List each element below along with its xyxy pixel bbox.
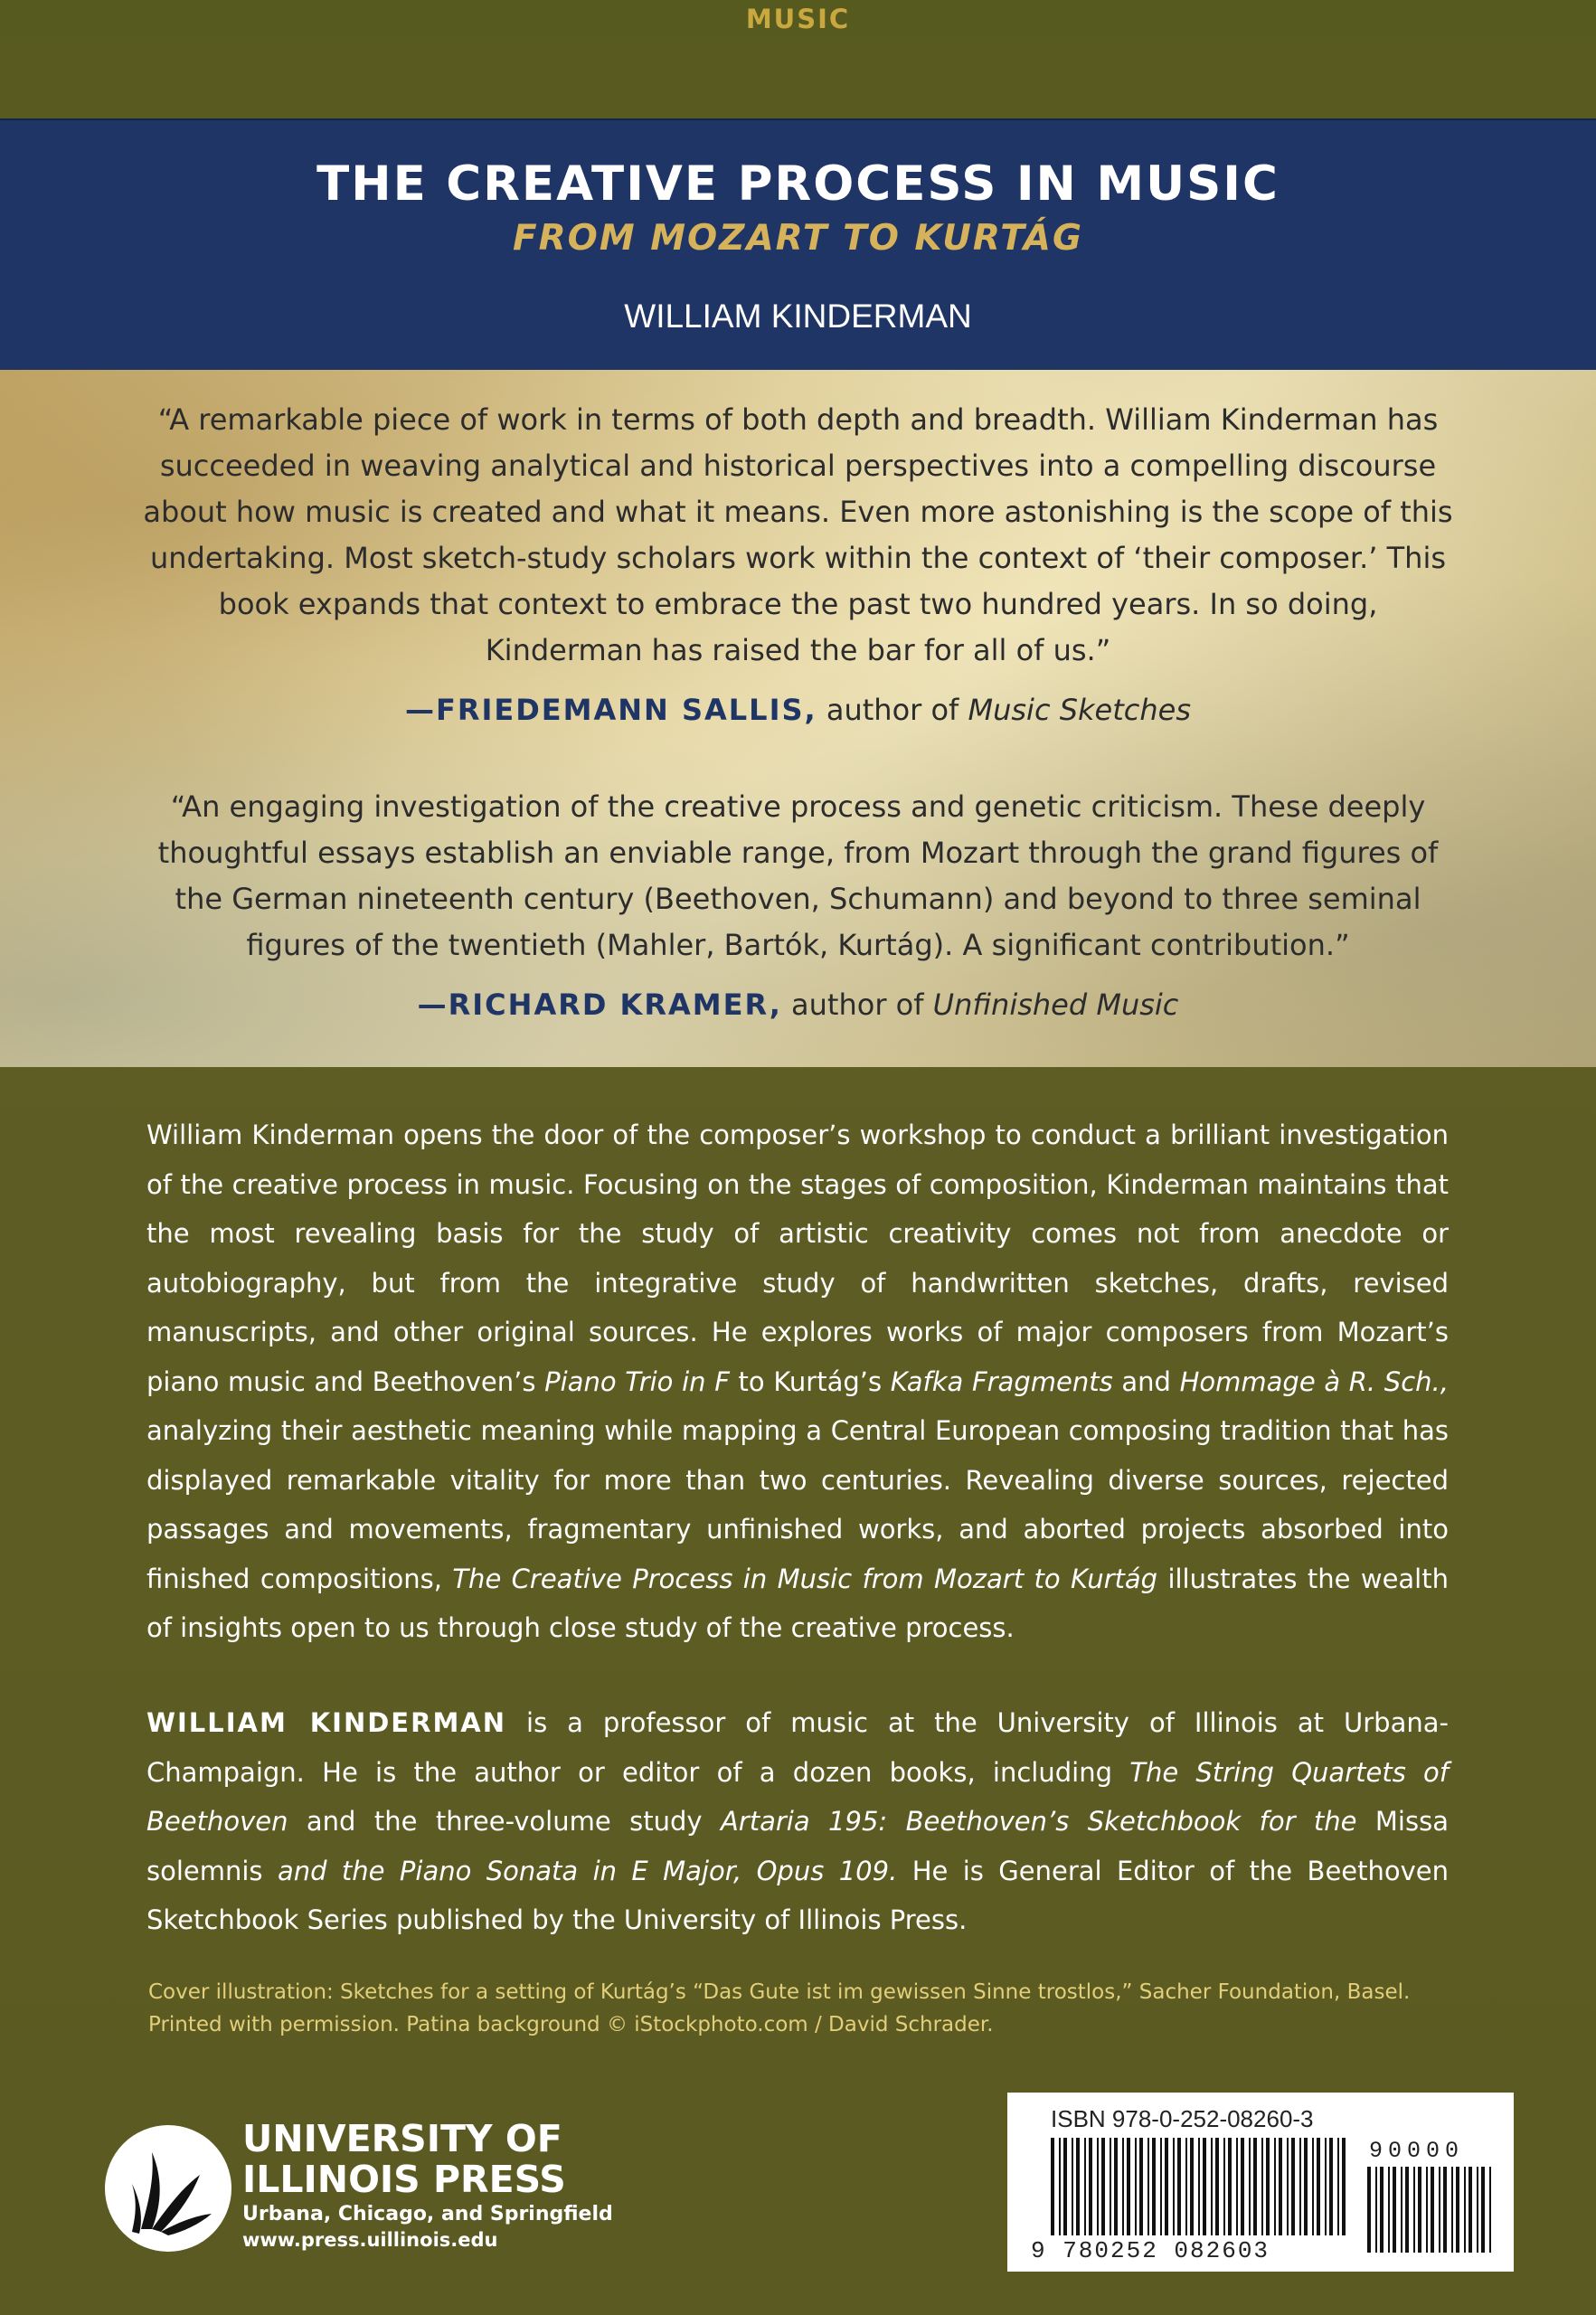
barcode-bar [1051, 2138, 1054, 2235]
barcode-bar [1405, 2167, 1409, 2253]
endorser-role-1: author of [817, 693, 968, 727]
bio-text: He is General Editor of the Beethoven Sketchbook Series published by the University of Illinois Press. [146, 1855, 1450, 1935]
barcode-bar [1185, 2138, 1187, 2235]
barcode-bar [1413, 2167, 1415, 2253]
barcode-bar [1481, 2167, 1485, 2253]
price-barcode [1367, 2167, 1494, 2257]
barcode-bar [1261, 2138, 1263, 2235]
barcode-bar [1147, 2138, 1149, 2235]
book-subtitle: FROM MOZART TO KURTÁG [513, 218, 1083, 259]
barcode-bar [1312, 2138, 1314, 2235]
barcode-bar [1173, 2138, 1175, 2235]
barcode-bar [1089, 2138, 1092, 2235]
bio-text: and the three-volume study [288, 1806, 721, 1837]
description-text: illustrates the wealth of insights open to us through close study of the creative process. [146, 1563, 1449, 1643]
barcode-bar [1329, 2138, 1333, 2235]
bio-author-name: WILLIAM KINDERMAN [146, 1707, 507, 1738]
endorsement-quote-1: “A remarkable piece of work in terms of both depth and breadth. William Kinderman has succeeded in weaving analytical and historical perspectives into a compelling discourse about how music is created and what it means. Even more astonishing is the scope of this undertaking. Most sketch-study scholars work within the context of ‘their composer.’ This book expands that context to embrace the past two hundred years. In so doing, Kinderman has raised the bar for all of us.” [143, 402, 1453, 667]
barcode-bar [1317, 2138, 1320, 2235]
bio-italic: and the Piano Sonata in E Major, Opus 109. [277, 1855, 898, 1886]
barcode-bar [1401, 2167, 1402, 2253]
publisher-leaf-icon [105, 2125, 231, 2252]
isbn-text: ISBN 978-0-252-08260-3 [1051, 2105, 1314, 2132]
bio-text: Missa solemnis [146, 1806, 1449, 1886]
barcode-bar [1241, 2138, 1244, 2235]
barcode-bar [1380, 2167, 1384, 2253]
barcode-bar [1203, 2138, 1206, 2235]
endorser-name-2: —RICHARD KRAMER, [417, 987, 782, 1022]
author-bio [146, 1698, 1449, 1945]
barcode-bar [1097, 2138, 1099, 2235]
barcode-bar [1076, 2138, 1080, 2235]
bio-italic: The String Quartets of Beethoven [146, 1756, 1449, 1837]
barcode-bar [1367, 2167, 1371, 2253]
description-text: William Kinderman opens the door of the composer’s workshop to conduct a brilliant investigation of the creative process in music. Focusing on the stages of composition, Kinderman maintains that the most revealing basis for the study of artistic creativity comes not from anecdote or autobiography, but from the integrative study of handwritten sketches, drafts, revised manuscripts, and other original sources. He explores works of major composers from Mozart’s piano music and Beethoven’s [146, 1120, 1449, 1397]
description-text: to Kurtág’s [729, 1365, 891, 1397]
barcode-bar [1388, 2167, 1390, 2253]
barcode-bar [1477, 2167, 1478, 2253]
barcode-bar [1287, 2138, 1289, 2235]
cover-credit-line-2: Printed with permission. Patina background © iStockphoto.com / David Schrader. [148, 2013, 994, 2036]
barcode-bar [1375, 2167, 1377, 2253]
barcode-bar [1198, 2138, 1200, 2235]
barcode-bar [1304, 2138, 1308, 2235]
book-author: WILLIAM KINDERMAN [624, 298, 972, 335]
barcode-bar [1489, 2167, 1491, 2253]
barcode-bar [1469, 2167, 1472, 2253]
description-italic: Hommage à R. Sch., [1179, 1365, 1449, 1397]
endorser-name-1: —FRIEDEMANN SALLIS, [404, 693, 817, 727]
endorser-book-1: Music Sketches [968, 693, 1192, 727]
barcode-bar [1139, 2138, 1143, 2235]
description-italic: The Creative Process in Music from Mozart to Kurtág [452, 1563, 1158, 1594]
barcode-bar [1135, 2138, 1137, 2235]
barcode-bar [1451, 2167, 1453, 2253]
barcode-bar [1152, 2138, 1156, 2235]
barcode-bar [1266, 2138, 1270, 2235]
barcode-bar [1160, 2138, 1162, 2235]
bio-italic: Artaria 195: Beethoven’s Sketchbook for the [720, 1806, 1357, 1837]
description-text: and [1112, 1365, 1180, 1397]
bio-text: is a professor of music at the University of Illinois at Urbana-Champaign. He is the author or editor of a dozen books, including [146, 1707, 1449, 1788]
barcode-bar [1299, 2138, 1301, 2235]
barcode-bar [1431, 2167, 1434, 2253]
barcode-bar [1110, 2138, 1111, 2235]
barcode-bar [1291, 2138, 1295, 2235]
cover-credit-line-1: Cover illustration: Sketches for a setting of Kurtág’s “Das Gute ist im gewissen Sinne trostlos,” Sacher Foundation, Basel. [148, 1980, 1411, 2004]
barcode-bar [1253, 2138, 1257, 2235]
endorsements-panel [0, 370, 1596, 1067]
category-label: MUSIC [745, 4, 851, 34]
publisher-url: www.press.uillinois.edu [242, 2229, 498, 2251]
barcode-bar [1215, 2138, 1219, 2235]
publisher-locations: Urbana, Chicago, and Springfield [242, 2203, 613, 2225]
publisher-name [242, 2119, 566, 2200]
barcode-digits: 9 780252 082603 [1031, 2237, 1270, 2264]
barcode-bar [1101, 2138, 1105, 2235]
isbn-barcode [1051, 2138, 1349, 2237]
barcode-bar [1249, 2138, 1251, 2235]
endorsement-attribution-1 [0, 693, 1596, 727]
barcode-bar [1393, 2167, 1396, 2253]
barcode-bar [1127, 2138, 1130, 2235]
description-italic: Piano Trio in F [544, 1365, 730, 1397]
barcode-bar [1337, 2138, 1339, 2235]
barcode-bar [1464, 2167, 1466, 2253]
barcode-bar [1211, 2138, 1213, 2235]
endorsement-quote-2: “An engaging investigation of the creative process and genetic criticism. These deeply thoughtful essays establish an enviable range, from Mozart through the grand figures of the German nineteenth century (Beethoven, Schumann) and beyond to three seminal figures of the twentieth (Mahler, Bartók, Kurtág). A significant contribution.” [157, 789, 1439, 962]
title-band [0, 118, 1596, 373]
barcode-bar [1228, 2138, 1232, 2235]
barcode-bar [1177, 2138, 1181, 2235]
endorser-role-2: author of [781, 987, 933, 1022]
barcode-bar [1325, 2138, 1327, 2235]
barcode-bar [1223, 2138, 1225, 2235]
barcode-bar [1418, 2167, 1421, 2253]
price-code: 90000 [1369, 2138, 1465, 2164]
barcode-bar [1084, 2138, 1086, 2235]
description-italic: Kafka Fragments [890, 1365, 1113, 1397]
publisher-name-line-1: UNIVERSITY OF [242, 2117, 562, 2160]
description-text: analyzing their aesthetic meaning while mapping a Central European composing tradition that has displayed remarkable vitality for more than two centuries. Revealing diverse sources, rejected passages and movements, fragmentary unfinished works, and aborted projects absorbed into finished compositions, [146, 1415, 1449, 1594]
barcode-bar [1122, 2138, 1124, 2235]
book-description [146, 1110, 1449, 1653]
publisher-name-line-2: ILLINOIS PRESS [242, 2158, 566, 2201]
barcode-bar [1165, 2138, 1168, 2235]
publisher-logo [105, 2125, 231, 2252]
barcode-bar [1342, 2138, 1346, 2235]
barcode-bar [1443, 2167, 1447, 2253]
barcode-bar [1072, 2138, 1073, 2235]
barcode-bar [1190, 2138, 1194, 2235]
barcode-bar [1456, 2167, 1459, 2253]
barcode-bar [1426, 2167, 1428, 2253]
endorser-book-2: Unfinished Music [932, 987, 1179, 1022]
barcode-bar [1114, 2138, 1118, 2235]
barcode-bar [1236, 2138, 1238, 2235]
endorsement-attribution-2 [0, 987, 1596, 1022]
barcode-bar [1059, 2138, 1061, 2235]
barcode-bar [1279, 2138, 1282, 2235]
barcode-bar [1439, 2167, 1440, 2253]
book-title: THE CREATIVE PROCESS IN MUSIC [316, 156, 1280, 212]
barcode-label [1007, 2093, 1514, 2272]
barcode-bar [1063, 2138, 1067, 2235]
barcode-bar [1274, 2138, 1276, 2235]
cover-credit [148, 1976, 1469, 2041]
